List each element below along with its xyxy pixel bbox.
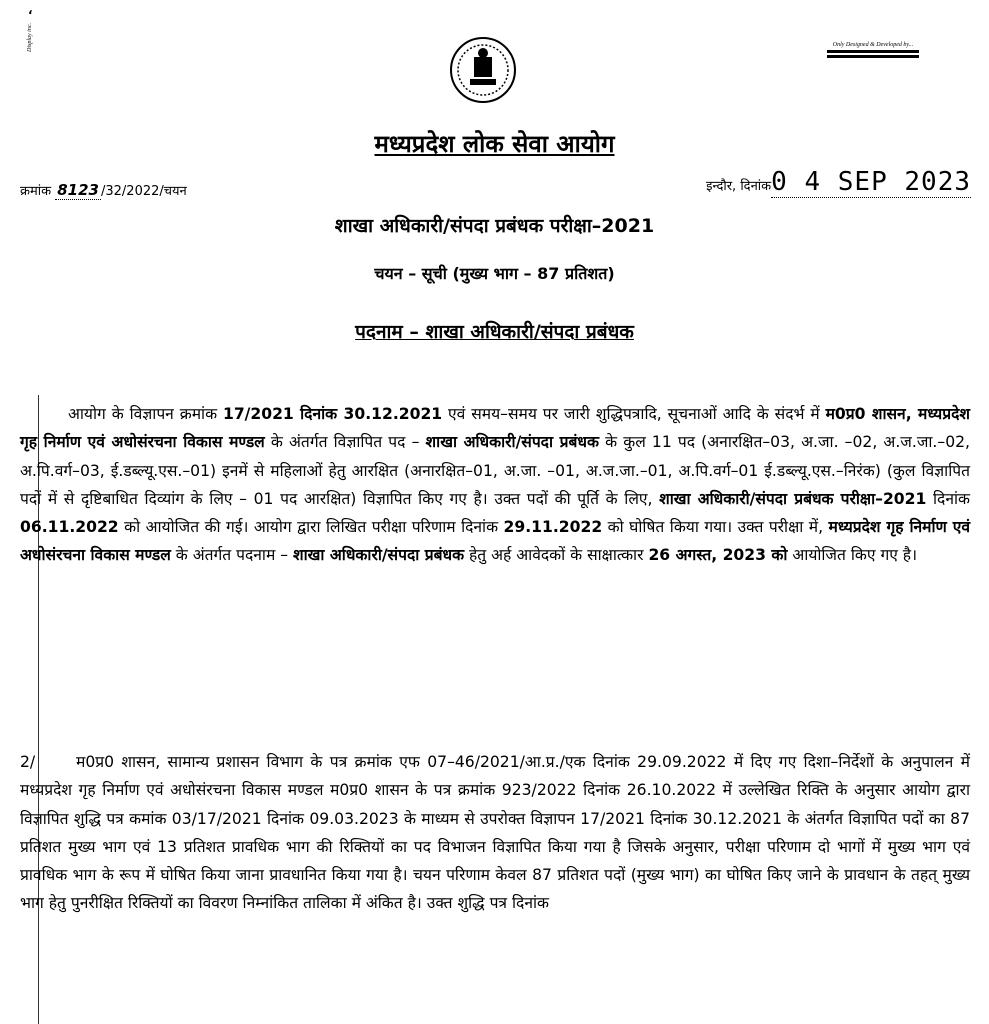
paragraph-1-segment: 29.11.2022 [503, 518, 603, 537]
paragraph-2: 2/ म0प्र0 शासन, सामान्य प्रशासन विभाग के पत्र क्रमांक एफ 07–46/2021/आ.प्र./एक दिनांक 29.09.2022 में दिए गए दिशा–निर्देशों के अनुपालन में मध्यप्रदेश गृह निर्माण एवं अधोसंरचना विकास मण्डल म0प्र0 शासन के पत्र क्रमांक 923/2022 दिनांक 26.10.2022 में उल्लेखित रिक्ति के अनुसार आयोग द्वारा विज्ञापित शुद्धि पत्र कमांक 03/17/2021 दिनांक 09.03.2023 के माध्यम से उपरोक्त विज्ञापन 17/2021 दिनांक 30.12.2021 के अंतर्गत विज्ञापित पदों का 87 प्रतिशत मुख्य भाग एवं 13 प्रतिशत प्रावधिक भाग की रिक्तियों का पद विभाजन विज्ञापित किया गया है जिसके अनुसार, परीक्षा परिणाम दो भागों में मुख्य भाग एवं प्रावधिक भाग के रूप में घोषित किया जाना प्रावधानित किया गया है। चयन परिणाम केवल 87 प्रतिशत पदों (मुख्य भाग) का घोषित किए जाने के प्रावधान के तहत् मुख्य भाग हेतु पुनरीक्षित रिक्तियों का विवरण निम्नांकित तालिका में अंकित है। उक्त शुद्धि पत्र दिनांक [20, 748, 970, 918]
paragraph-number: 2/ [20, 753, 36, 771]
paragraph-1-segment: आयोग के विज्ञापन क्रमांक [68, 405, 223, 423]
paragraph-1-segment: को आयोजित की गई। आयोग द्वारा लिखित परीक्षा परिणाम दिनांक [118, 518, 504, 537]
list-title: चयन – सूची (मुख्य भाग – 87 प्रतिशत) [374, 264, 615, 283]
paragraph-1-segment: 26 अगस्त, 2023 को [648, 546, 788, 565]
paragraph-1-segment: के अंतर्गत विज्ञापित पद – [264, 433, 426, 452]
paragraph-1-segment: शाखा अधिकारी/संपदा प्रबंधक [293, 546, 465, 565]
paragraph-1-segment: हेतु अर्ह आवेदकों के साक्षात्कार [464, 546, 649, 565]
paragraph-1-segment: 17/2021 दिनांक 30.12.2021 [222, 405, 443, 423]
corner-mark: ʻ [28, 8, 33, 22]
paragraph-1-segment: मध्यप्रदेश गृह निर्माण एवं अधोसंरचना विकास मण्डल [20, 518, 971, 565]
paragraph-1 [20, 400, 970, 570]
mppsc-emblem-icon [448, 35, 518, 105]
paragraph-1-segment: म0प्र0 शासन, मध्यप्रदेश गृह निर्माण एवं अधोसंरचना विकास मण्डल [20, 405, 970, 452]
exam-title: शाखा अधिकारी/संपदा प्रबंधक परीक्षा–2021 [334, 215, 655, 237]
paragraph-1-segment: को घोषित किया गया। उक्त परीक्षा में, [602, 518, 829, 537]
reference-number: क्रमांक 8123 /32/2022/चयन [20, 181, 187, 199]
org-title: मध्यप्रदेश लोक सेवा आयोग [374, 130, 615, 158]
paragraph-1-segment: 06.11.2022 [20, 518, 119, 537]
paragraph-1-segment: के अंतर्गत पदनाम – [170, 546, 294, 565]
side-note: Display inc. [27, 23, 33, 52]
developer-note: Only Designed & Developed by... [819, 42, 927, 60]
paragraph-1-segment: के कुल 11 पद (अनारक्षित–03, अ.जा. –02, अ.ज.जा.–02, अ.पि.वर्ग–03, ई.डब्ल्यू.एस.–01) इनमें से महिलाओं हेतु आरक्षित (अनारक्षित–01, अ.जा. –01, अ.ज.जा.–01, अ.पि.वर्ग–01 ई.डब्ल्यू.एस.–निरंक) (कुल विज्ञापित पदों में से दृष्टिबाधित दिव्यांग के लिए – 01 पद आरक्षित) विज्ञापित किए गए है। उक्त पदों की पूर्ति के लिए, [20, 433, 970, 508]
paragraph-1-segment: दिनांक [926, 489, 970, 508]
date-stamp: 0 4 SEP 2023 [771, 167, 971, 197]
paragraph-1-segment: आयोजित किए गए है। [787, 546, 917, 565]
paragraph-1-segment: शाखा अधिकारी/संपदा प्रबंधक [425, 433, 599, 452]
post-title: पदनाम – शाखा अधिकारी/संपदा प्रबंधक [355, 321, 634, 343]
dateline: इन्दौर, दिनांक0 4 SEP 2023 [706, 167, 971, 197]
paragraph-1-segment: एवं समय–समय पर जारी शुद्धिपत्रादि, सूचनाओं आदि के संदर्भ में [442, 405, 826, 423]
paragraph-1-segment: शाखा अधिकारी/संपदा प्रबंधक परीक्षा–2021 [659, 489, 927, 508]
